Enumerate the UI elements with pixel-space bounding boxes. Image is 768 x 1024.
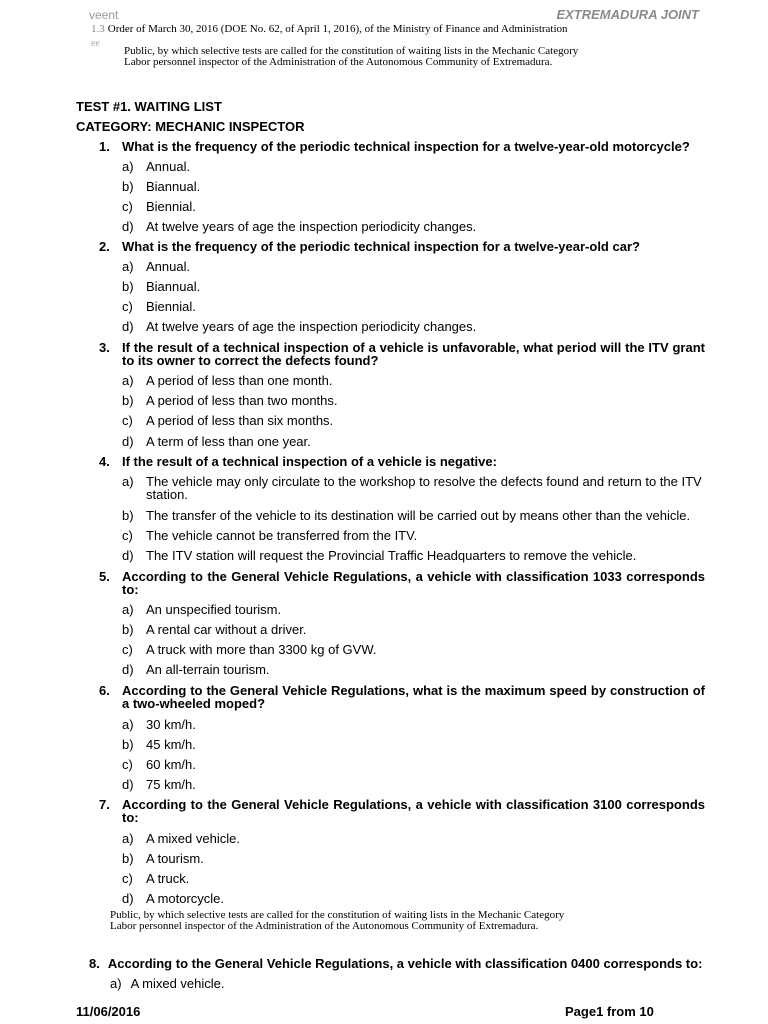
option	[122, 475, 707, 501]
option-text: The vehicle may only circulate to the workshop to resolve the defects found and return to the ITV station.	[146, 474, 702, 502]
option	[122, 394, 707, 407]
option-text: A period of less than six months.	[146, 413, 334, 428]
option-letter: c)	[122, 413, 133, 428]
option	[122, 872, 707, 885]
option-letter: c)	[122, 299, 133, 314]
option-letter: d)	[122, 434, 134, 449]
option	[122, 160, 707, 173]
option-text: Biennial.	[146, 199, 196, 214]
option-text: A truck with more than 3300 kg of GVW.	[146, 642, 377, 657]
option-letter: d)	[122, 662, 134, 677]
question-text: According to the General Vehicle Regulations, what is the maximum speed by construction of a two-wheeled moped?	[122, 683, 705, 711]
option-text: A motorcycle.	[146, 891, 225, 906]
option-text: Biennial.	[146, 299, 196, 314]
question-8	[89, 956, 702, 971]
question-text: What is the frequency of the periodic technical inspection for a twelve-year-old car?	[122, 239, 640, 254]
option-letter: b)	[122, 622, 134, 637]
option	[122, 603, 707, 616]
question-number: 6.	[99, 683, 110, 698]
intro-paragraph	[124, 46, 578, 68]
option-text: An all-terrain tourism.	[146, 662, 270, 677]
option	[122, 529, 707, 542]
question-number: 8.	[89, 956, 100, 971]
option-letter: b)	[122, 279, 134, 294]
option	[122, 758, 707, 771]
option	[122, 220, 707, 233]
option-letter: a)	[122, 373, 134, 388]
option-letter: b)	[122, 393, 134, 408]
option-text: Annual.	[146, 159, 191, 174]
option-text: Biannual.	[146, 179, 201, 194]
question-text: According to the General Vehicle Regulations, a vehicle with classification 3100 corresponds to:	[122, 797, 705, 825]
option	[122, 414, 707, 427]
question-text: What is the frequency of the periodic technical inspection for a twelve-year-old motorcycle?	[122, 139, 690, 154]
option	[122, 623, 707, 636]
option	[110, 976, 225, 991]
option-letter: d)	[122, 219, 134, 234]
option	[122, 718, 707, 731]
intro-line-1: Public, by which selective tests are called for the constitution of waiting lists in the Mechanic Category	[124, 45, 579, 57]
option-text: The vehicle cannot be transferred from the ITV.	[146, 528, 418, 543]
option-letter: a)	[122, 831, 134, 846]
option-letter: b)	[122, 851, 134, 866]
option-letter: c)	[122, 871, 133, 886]
option	[122, 374, 707, 387]
question-6	[99, 684, 705, 710]
option-text: A mixed vehicle.	[146, 831, 240, 846]
option	[122, 260, 707, 273]
option-letter: a)	[110, 976, 122, 991]
option	[122, 280, 707, 293]
option	[122, 200, 707, 213]
option-letter: d)	[122, 777, 134, 792]
option-letter: d)	[122, 319, 134, 334]
option	[122, 180, 707, 193]
question-3	[99, 341, 705, 367]
option	[122, 509, 707, 522]
option-text: The ITV station will request the Provincial Traffic Headquarters to remove the vehicle.	[146, 548, 637, 563]
option-text: 30 km/h.	[146, 717, 196, 732]
category-title: CATEGORY: MECHANIC INSPECTOR	[76, 119, 305, 134]
option	[122, 892, 707, 905]
question-text: According to the General Vehicle Regulations, a vehicle with classification 0400 corresponds to:	[107, 956, 703, 971]
question-text: If the result of a technical inspection of a vehicle is unfavorable, what period will the ITV grant to its owner to correct the defects found?	[122, 340, 705, 368]
option-text: At twelve years of age the inspection periodicity changes.	[146, 219, 477, 234]
option-letter: c)	[122, 528, 133, 543]
option	[122, 738, 707, 751]
option	[122, 778, 707, 791]
option-text: A mixed vehicle.	[130, 976, 225, 991]
ee-mark: ee	[91, 38, 100, 49]
option-letter: b)	[122, 508, 134, 523]
option-letter: b)	[122, 179, 134, 194]
question-7	[99, 798, 705, 824]
option-letter: a)	[122, 474, 134, 489]
option-letter: b)	[122, 737, 134, 752]
header-right-title: EXTREMADURA JOINT	[556, 7, 699, 22]
option	[122, 300, 707, 313]
footer-date: 11/06/2016	[76, 1004, 141, 1019]
option	[122, 643, 707, 656]
option-text: Annual.	[146, 259, 191, 274]
option-text: A tourism.	[146, 851, 204, 866]
test-title: TEST #1. WAITING LIST	[76, 99, 222, 114]
option-letter: a)	[122, 602, 134, 617]
repeat-line-2: Labor personnel inspector of the Administration of the Autonomous Community of Extremadura.	[110, 920, 539, 932]
option	[122, 435, 707, 448]
question-4	[99, 455, 705, 468]
question-number: 7.	[99, 797, 110, 812]
option-letter: d)	[122, 548, 134, 563]
option-text: 60 km/h.	[146, 757, 196, 772]
question-2	[99, 240, 705, 253]
option-text: A period of less than one month.	[146, 373, 333, 388]
option-text: The transfer of the vehicle to its destination will be carried out by means other than the vehicle.	[146, 508, 691, 523]
option	[122, 852, 707, 865]
option-letter: c)	[122, 757, 133, 772]
question-number: 3.	[99, 340, 110, 355]
intro-line-2: Labor personnel inspector of the Administration of the Autonomous Community of Extremadura.	[124, 56, 553, 68]
order-reference	[91, 23, 568, 35]
question-text: If the result of a technical inspection of a vehicle is negative:	[122, 454, 497, 469]
question-number: 1.	[99, 139, 110, 154]
footer-page-number: Page1 from 10	[565, 1004, 654, 1019]
header-left-text: veent	[89, 8, 119, 22]
repeat-line-1: Public, by which selective tests are called for the constitution of waiting lists in the Mechanic Category	[110, 909, 565, 921]
option-text: A period of less than two months.	[146, 393, 338, 408]
option-text: An unspecified tourism.	[146, 602, 282, 617]
question-1	[99, 140, 705, 153]
question-number: 4.	[99, 454, 110, 469]
option-text: Biannual.	[146, 279, 201, 294]
question-number: 2.	[99, 239, 110, 254]
question-text: According to the General Vehicle Regulations, a vehicle with classification 1033 corresponds to:	[122, 569, 705, 597]
option-letter: a)	[122, 717, 134, 732]
order-number: 1.3	[91, 23, 105, 35]
option	[122, 549, 707, 562]
option-text: A truck.	[146, 871, 190, 886]
option-text: A rental car without a driver.	[146, 622, 307, 637]
order-text: Order of March 30, 2016 (DOE No. 62, of April 1, 2016), of the Ministry of Finance and Administration	[107, 23, 568, 35]
question-5	[99, 570, 705, 596]
option-text: A term of less than one year.	[146, 434, 311, 449]
option	[122, 663, 707, 676]
option-letter: a)	[122, 259, 134, 274]
option-letter: d)	[122, 891, 134, 906]
repeat-intro-paragraph	[110, 910, 564, 932]
option	[122, 832, 707, 845]
option-letter: c)	[122, 199, 133, 214]
option	[122, 320, 707, 333]
option-text: At twelve years of age the inspection periodicity changes.	[146, 319, 477, 334]
option-text: 45 km/h.	[146, 737, 196, 752]
question-number: 5.	[99, 569, 110, 584]
option-letter: c)	[122, 642, 133, 657]
option-letter: a)	[122, 159, 134, 174]
option-text: 75 km/h.	[146, 777, 196, 792]
